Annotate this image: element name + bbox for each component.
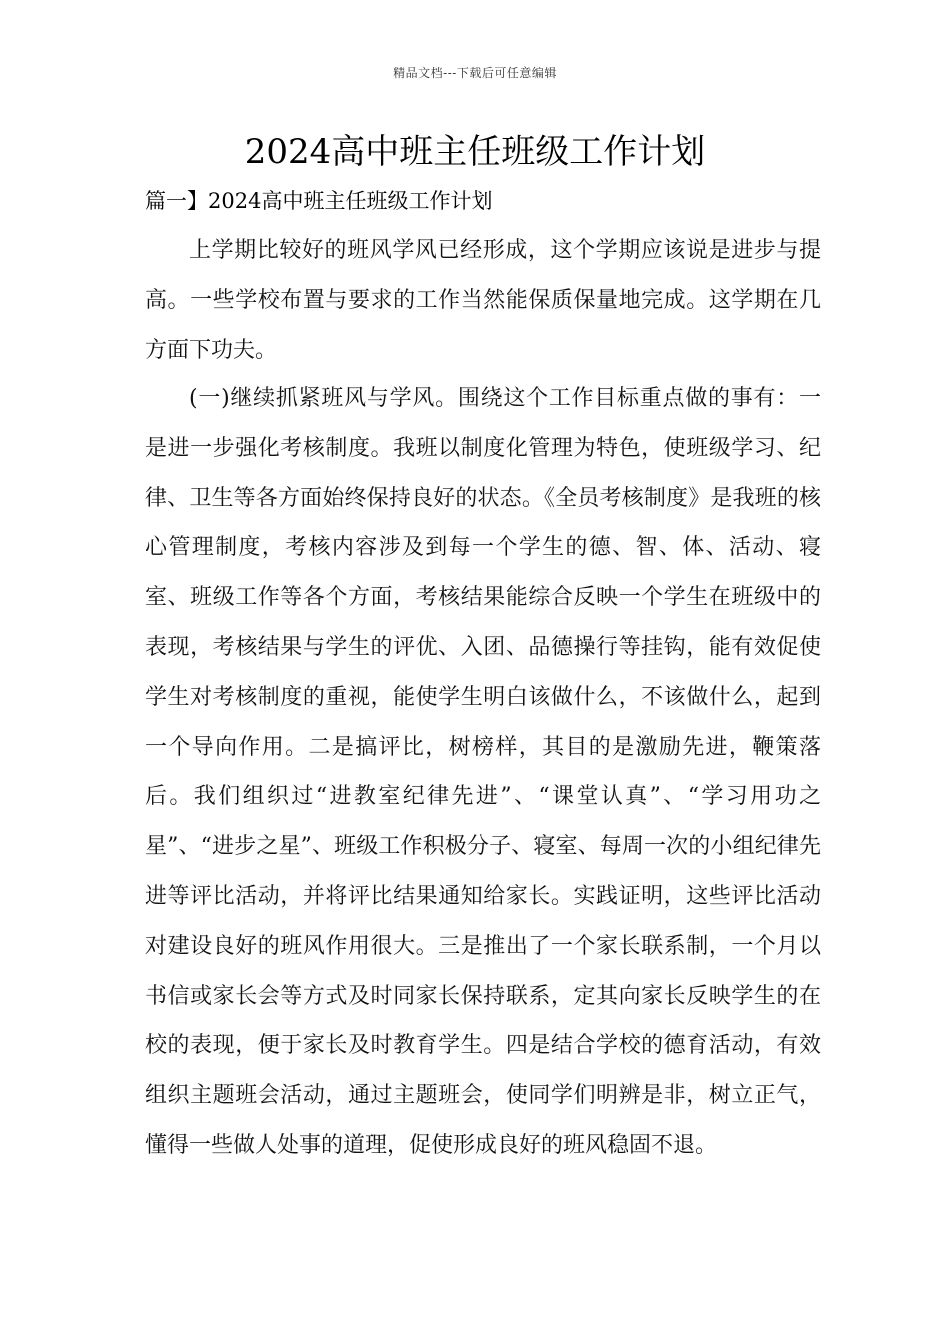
header-note: 精品文档---下载后可任意编辑 xyxy=(393,66,557,80)
section-heading: 篇一】2024高中班主任班级工作计划 xyxy=(145,189,493,213)
body-paragraph: 上学期比较好的班风学风已经形成，这个学期应该说是进步与提高。一些学校布置与要求的工作当然能保质保量地完成。这学期在几方面下功夫。 xyxy=(145,238,821,363)
document-title: 2024高中班主任班级工作计划 xyxy=(244,132,706,172)
body-paragraph: (一)继续抓紧班风与学风。围绕这个工作目标重点做的事有：一是进一步强化考核制度。我班以制度化管理为特色，使班级学习、纪律、卫生等各方面始终保持良好的状态。《全员考核制度》是我班的核心管理制度，考核内容涉及到每一个学生的德、智、体、活动、寝室、班级工作等各个方面，考核结果能综合反映一个学生在班级中的表现，考核结果与学生的评优、入团、品德操行等挂钩，能有效促使学生对考核制度的重视，能使学生明白该做什么，不该做什么，起到一个导向作用。二是搞评比，树榜样，其目的是激励先进，鞭策落后。我们组织过“进教室纪律先进”、“课堂认真”、“学习用功之星”、“进步之星”、班级工作积极分子、寝室、每周一次的小组纪律先进等评比活动，并将评比结果通知给家长。实践证明，这些评比活动对建设良好的班风作用很大。三是推出了一个家长联系制，一个月以书信或家长会等方式及时同家长保持联系，定其向家长反映学生的在校的表现，便于家长及时教育学生。四是结合学校的德育活动，有效组织主题班会活动，通过主题班会，使同学们明辨是非，树立正气，懂得一些做人处事的道理，促使形成良好的班风稳固不退。 xyxy=(145,386,821,1158)
body-paragraph-block-1 xyxy=(145,226,821,375)
body-paragraph-block-2 xyxy=(145,374,821,1171)
